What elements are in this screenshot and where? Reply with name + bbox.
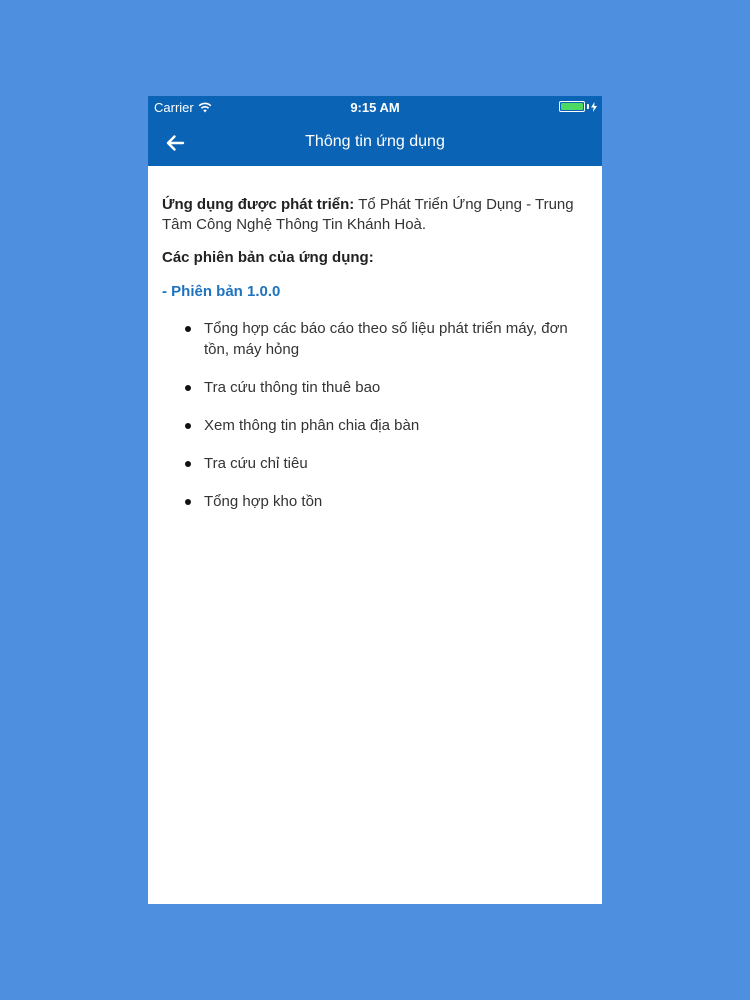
developer-value: Tổ Phát Triển Ứng Dụng - Trung Tâm Công Nghệ Thông Tin Khánh Hoà. xyxy=(162,196,574,233)
feature-item: Tra cứu chỉ tiêu xyxy=(184,453,588,474)
battery-cap xyxy=(587,104,589,109)
battery-level xyxy=(561,103,583,110)
developer-info xyxy=(162,195,588,235)
status-bar xyxy=(148,96,602,118)
app-info-content xyxy=(162,195,588,529)
charging-bolt-icon xyxy=(591,102,597,112)
battery-icon xyxy=(559,101,585,112)
feature-item: Tổng hợp kho tồn xyxy=(184,491,588,512)
versions-heading: Các phiên bản của ứng dụng: xyxy=(162,249,374,266)
feature-item: Tra cứu thông tin thuê bao xyxy=(184,377,588,398)
feature-list xyxy=(162,318,588,512)
app-screen xyxy=(148,96,602,904)
feature-item: Xem thông tin phân chia địa bàn xyxy=(184,415,588,436)
status-time: 9:15 AM xyxy=(350,100,400,115)
page-title: Thông tin ứng dụng xyxy=(305,133,445,150)
carrier-label: Carrier xyxy=(154,100,194,115)
version-label: - Phiên bản 1.0.0 xyxy=(162,283,281,300)
feature-item: Tổng hợp các báo cáo theo số liệu phát triển máy, đơn tồn, máy hỏng xyxy=(184,318,588,360)
battery-indicator xyxy=(559,101,597,112)
developer-label: Ứng dụng được phát triển: xyxy=(162,196,355,213)
navigation-bar xyxy=(148,118,602,166)
